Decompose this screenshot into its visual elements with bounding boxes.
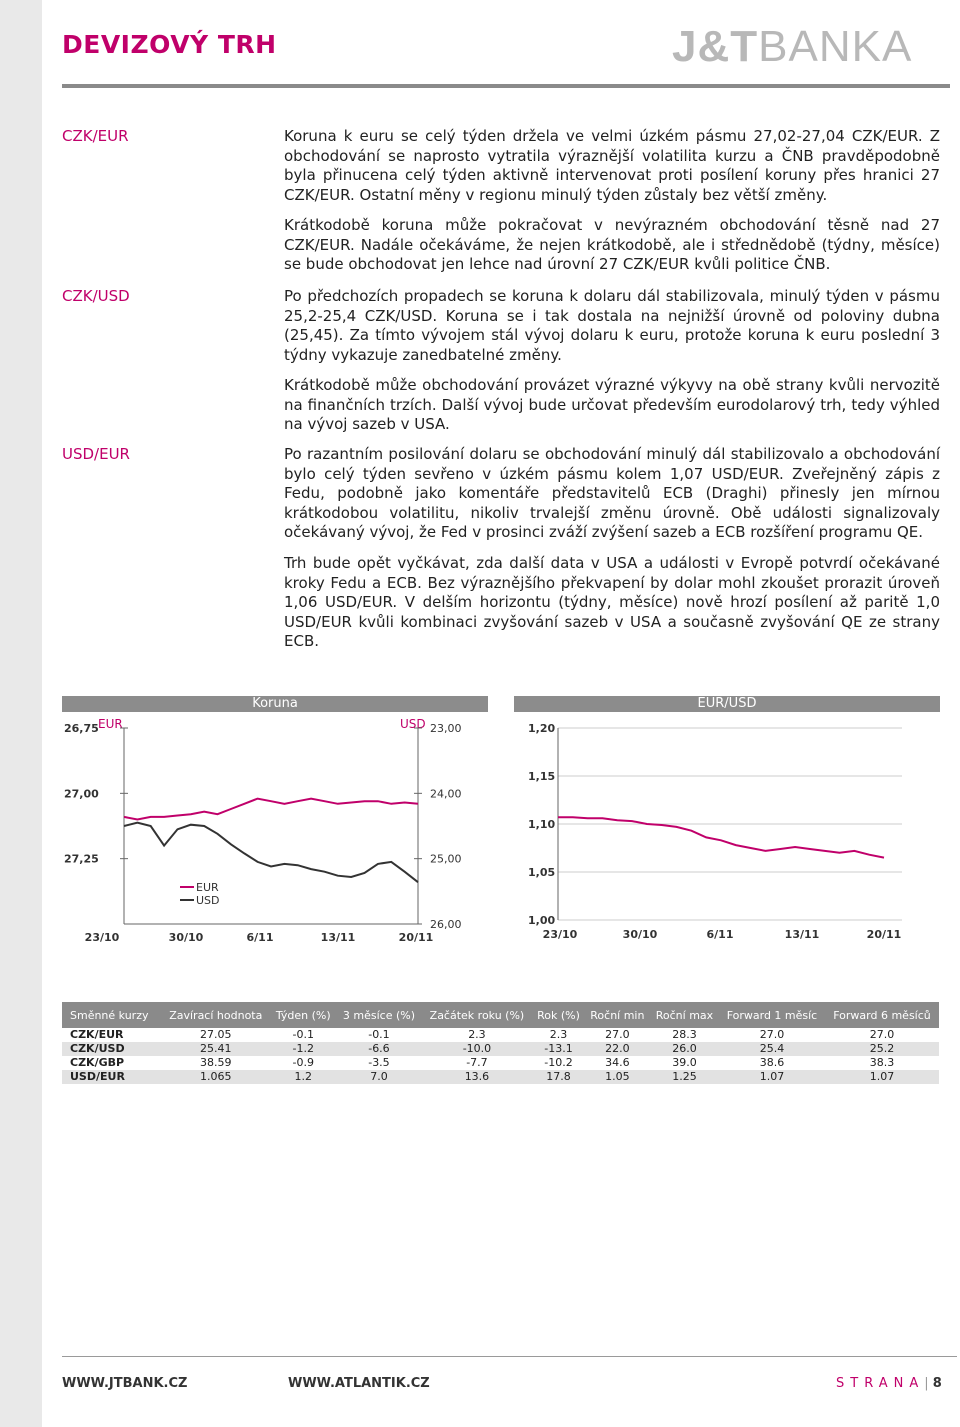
right-tick-label: 24,00 bbox=[430, 787, 462, 801]
footer-divider bbox=[62, 1356, 957, 1357]
column-header: Forward 6 měsíců bbox=[825, 1002, 939, 1028]
table-cell: 1.065 bbox=[161, 1070, 270, 1084]
table-cell: 27.0 bbox=[759, 1028, 785, 1041]
table-cell: 27.05 bbox=[200, 1028, 232, 1041]
table-cell: -0.1 bbox=[292, 1028, 314, 1041]
paragraph: Krátkodobě koruna může pokračovat v nevýrazném obchodování těsně nad 27 CZK/EUR. Nadále očekáváme, že nejen krátkodobě, ale i střednědobě (týdny, měsíce) se bude obchodovat jen lehce nad úrovní 27 CZK/EUR kvůli politice ČNB. bbox=[284, 216, 940, 274]
left-axis-label: EUR bbox=[98, 717, 123, 731]
table-cell: 26.0 bbox=[650, 1042, 719, 1056]
x-tick-label: 13/11 bbox=[320, 931, 356, 944]
x-tick-label: 23/10 bbox=[542, 928, 578, 941]
x-tick-label: 13/11 bbox=[784, 928, 820, 941]
table-cell: -0.9 bbox=[292, 1056, 314, 1069]
table-cell: 22.0 bbox=[585, 1042, 650, 1056]
table-cell: 13.6 bbox=[422, 1070, 533, 1084]
chart-title-koruna: Koruna bbox=[62, 696, 488, 712]
section-label-usd-eur: USD/EUR bbox=[62, 445, 130, 463]
table-cell: 17.8 bbox=[532, 1070, 584, 1084]
table-cell: 27.0 bbox=[605, 1028, 630, 1041]
table-row bbox=[62, 1056, 939, 1070]
left-margin-bar bbox=[0, 0, 42, 1427]
legend-label-eur: EUR bbox=[196, 881, 219, 894]
right-axis-label: USD bbox=[400, 717, 426, 731]
series-line-eur bbox=[124, 799, 418, 820]
table-cell: -0.1 bbox=[368, 1028, 390, 1041]
section-label-czk-eur: CZK/EUR bbox=[62, 127, 129, 145]
left-tick-label: 27,00 bbox=[64, 787, 99, 801]
bank-logo bbox=[672, 22, 912, 72]
paragraph: Po předchozích propadech se koruna k dolaru dál stabilizovala, minulý týden v pásmu 25,2-25,4 CZK/USD. Koruna se i tak dostala na nejnižší úrovně od poloviny dubna (25,45). Za tímto vývojem stál vývoj dolaru k euru, protože koruna k euru poslední 3 týdny vykazuje zanedbatelné změny. bbox=[284, 287, 940, 364]
x-tick-label: 30/10 bbox=[168, 931, 204, 944]
right-tick-label: 25,00 bbox=[430, 852, 462, 866]
x-tick-label: 30/10 bbox=[622, 928, 658, 941]
table-cell: CZK/GBP bbox=[70, 1056, 125, 1069]
table-cell: 28.3 bbox=[672, 1028, 697, 1041]
x-tick-label: 23/10 bbox=[84, 931, 120, 944]
table-row bbox=[62, 1070, 939, 1084]
section-label-czk-usd: CZK/USD bbox=[62, 287, 130, 305]
column-header: Zavírací hodnota bbox=[161, 1002, 270, 1028]
x-tick-label: 20/11 bbox=[866, 928, 902, 941]
table-cell: 1.25 bbox=[650, 1070, 719, 1084]
column-header: Týden (%) bbox=[270, 1002, 336, 1028]
series-line-eurusd bbox=[558, 817, 884, 857]
x-tick-label: 6/11 bbox=[706, 928, 734, 941]
table-cell: -1.2 bbox=[270, 1042, 336, 1056]
table-cell: 34.6 bbox=[605, 1056, 630, 1069]
paragraph: Po razantním posilování dolaru se obchodování minulý dál stabilizovalo a obchodování bylo celý týden sevřeno v úzkém pásmu kolem 1,07 USD/EUR. Zveřejněný zápis z Fedu, podobně jako komentáře představitelů ECB (Draghi) přinesly jen mírnou krátkodobou volatilitu, nikoliv trvalejší změnu úrovně. Obě události signalizovaly očekávaný vývoj, že Fed v prosinci zváží zvýšení sazeb a ECB rozšíření programu QE. bbox=[284, 445, 940, 542]
paragraph: Trh bude opět vyčkávat, zda další data v USA a události v Evropě potvrdí očekávané kroky Fedu a ECB. Bez výraznějšího překvapení by dolar mohl zkoušet prorazit úroveň 1,06 USD/EUR. V delším horizontu (týdny, měsíce) nově hrozí posílení až paritě 1,0 USD/EUR kvůli kombinaci zvyšování sazeb v USA a současně zvyšování QE ze strany ECB. bbox=[284, 554, 940, 651]
chart-title-eurusd: EUR/USD bbox=[514, 696, 940, 712]
table-cell: 38.6 bbox=[759, 1056, 785, 1069]
table-cell: 2.3 bbox=[468, 1028, 486, 1041]
table-cell: 27.0 bbox=[869, 1028, 895, 1041]
y-tick-label: 1,15 bbox=[528, 770, 556, 783]
page-title: DEVIZOVÝ TRH bbox=[62, 30, 277, 59]
page-indicator: STRANA| 8 bbox=[836, 1376, 942, 1391]
y-tick-label: 1,05 bbox=[528, 866, 556, 879]
footer-link-atlantik[interactable]: WWW.ATLANTIK.CZ bbox=[288, 1376, 430, 1391]
table-row bbox=[62, 1042, 939, 1056]
table-cell: 38.59 bbox=[200, 1056, 232, 1069]
table-cell: 25.4 bbox=[719, 1042, 825, 1056]
table-row bbox=[62, 1028, 939, 1042]
table-cell: 25.41 bbox=[161, 1042, 270, 1056]
y-tick-label: 1,20 bbox=[528, 722, 556, 735]
logo-banka: BANKA bbox=[758, 22, 913, 71]
table-cell: 2.3 bbox=[549, 1028, 568, 1041]
table-cell: 1.05 bbox=[585, 1070, 650, 1084]
table-cell: 1.07 bbox=[719, 1070, 825, 1084]
table-cell: 38.3 bbox=[869, 1056, 895, 1069]
x-tick-label: 20/11 bbox=[398, 931, 434, 944]
paragraph: Koruna k euru se celý týden držela ve velmi úzkém pásmu 27,02-27,04 CZK/EUR. Z obchodování se naprosto vytratila výraznější volatilita kurzu a ČNB pravděpodobně byla přinucena celý týden aktivně intervenovat proti posílení koruny přes hranici 27 CZK/EUR. Ostatní měny v regionu minulý týden zůstaly bez větší změny. bbox=[284, 127, 940, 204]
legend-label-usd: USD bbox=[196, 894, 220, 907]
table-cell: -13.1 bbox=[532, 1042, 584, 1056]
y-tick-label: 1,10 bbox=[528, 818, 556, 831]
right-tick-label: 26,00 bbox=[430, 918, 462, 931]
table-header-row bbox=[62, 1002, 939, 1028]
left-tick-label: 27,25 bbox=[64, 852, 99, 866]
page-number: 8 bbox=[932, 1376, 942, 1391]
page-label: STRANA bbox=[836, 1376, 925, 1391]
paragraph: Krátkodobě může obchodování provázet výrazné výkyvy na obě strany kvůli nervozitě na finančních trzích. Další vývoj bude určovat především eurodolarový trh, tedy výhled na vývoj sazeb v USA. bbox=[284, 376, 940, 434]
table-cell: -10.2 bbox=[544, 1056, 573, 1069]
column-header: Roční max bbox=[650, 1002, 719, 1028]
table-cell: -7.7 bbox=[466, 1056, 488, 1069]
header-divider bbox=[62, 84, 950, 88]
column-header: Směnné kurzy bbox=[62, 1002, 161, 1028]
column-header: Začátek roku (%) bbox=[422, 1002, 533, 1028]
logo-jt: J&T bbox=[672, 22, 759, 71]
table-cell: CZK/USD bbox=[62, 1042, 161, 1056]
table-cell: 25.2 bbox=[825, 1042, 939, 1056]
column-header: Forward 1 měsíc bbox=[719, 1002, 825, 1028]
column-header: Rok (%) bbox=[532, 1002, 584, 1028]
y-tick-label: 1,00 bbox=[528, 914, 556, 927]
x-tick-label: 6/11 bbox=[246, 931, 274, 944]
column-header: 3 měsíce (%) bbox=[336, 1002, 421, 1028]
left-tick-label: 26,75 bbox=[64, 722, 99, 735]
table-cell: -3.5 bbox=[368, 1056, 390, 1069]
table-cell: 39.0 bbox=[672, 1056, 697, 1069]
table-cell: USD/EUR bbox=[62, 1070, 161, 1084]
koruna-chart bbox=[62, 712, 488, 952]
footer-link-jtbank[interactable]: WWW.JTBANK.CZ bbox=[62, 1376, 188, 1391]
table-cell: 1.07 bbox=[825, 1070, 939, 1084]
series-line-usd bbox=[124, 823, 418, 883]
table-cell: CZK/EUR bbox=[70, 1028, 124, 1041]
table-cell: -6.6 bbox=[336, 1042, 421, 1056]
fx-rates-table bbox=[62, 1002, 939, 1084]
table-cell: 1.2 bbox=[270, 1070, 336, 1084]
eurusd-chart bbox=[514, 712, 940, 952]
right-tick-label: 23,00 bbox=[430, 722, 462, 735]
table-cell: -10.0 bbox=[422, 1042, 533, 1056]
table-cell: 7.0 bbox=[336, 1070, 421, 1084]
column-header: Roční min bbox=[585, 1002, 650, 1028]
